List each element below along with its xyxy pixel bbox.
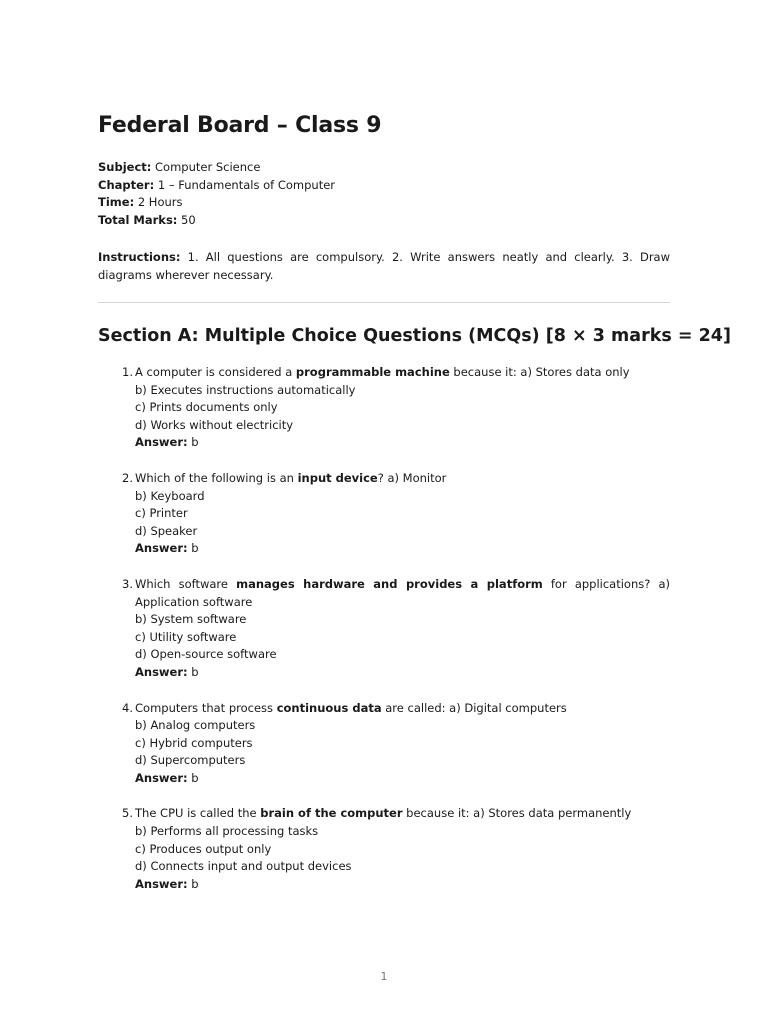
time-row (98, 194, 335, 212)
option-c: c) Printer (135, 506, 188, 521)
time-value: 2 Hours (137, 195, 183, 210)
question-keyword: input device (297, 470, 378, 485)
chapter-value: 1 – Fundamentals of Computer (157, 177, 336, 192)
question-text: Which software (135, 576, 237, 591)
instructions-label: Instructions: (98, 250, 181, 264)
option-d: d) Works without electricity (135, 417, 294, 432)
subject-label: Subject: (98, 160, 152, 174)
answer-line (135, 434, 670, 452)
question-text: because it: a) Stores data only (449, 365, 630, 379)
option-b: b) Analog computers (135, 718, 256, 733)
option-d: d) Connects input and output devices (135, 859, 352, 874)
question-number: 4. (122, 700, 133, 715)
option-b: b) Executes instructions automatically (135, 382, 356, 397)
section-a-title: Section A: Multiple Choice Questions (MCQs) [8 × 3 marks = 24] (98, 326, 731, 346)
answer-line (135, 540, 670, 558)
instructions-text: 1. All questions are compulsory. 2. Write answers neatly and clearly. 3. Draw diagrams wherever necessary. (98, 250, 671, 282)
chapter-label: Chapter: (98, 177, 155, 192)
answer-line (135, 664, 670, 682)
question-text: Which of the following is an (135, 470, 298, 485)
question-item (98, 805, 670, 893)
chapter-row (98, 177, 335, 195)
question-number: 1. (122, 365, 133, 379)
answer-label: Answer: (135, 876, 188, 891)
answer-value: b (191, 435, 199, 450)
question-stem (135, 805, 670, 823)
option-d: d) Speaker (135, 523, 198, 538)
question-number: 2. (122, 470, 133, 485)
question-number: 3. (122, 576, 133, 591)
answer-label: Answer: (135, 541, 188, 556)
option-d: d) Open-source software (135, 647, 277, 662)
question-keyword: manages hardware and provides a platform (236, 576, 543, 591)
question-text: because it: a) Stores data permanently (402, 806, 632, 821)
question-stem (135, 576, 670, 611)
answer-label: Answer: (135, 664, 188, 679)
time-label: Time: (98, 195, 135, 210)
question-text: Computers that process (135, 700, 277, 715)
total-marks-row (98, 212, 335, 230)
answer-line (135, 770, 670, 788)
question-keyword: continuous data (276, 700, 382, 715)
question-item (98, 700, 670, 788)
section-divider (98, 302, 670, 303)
option-c: c) Produces output only (135, 841, 272, 856)
question-stem (135, 700, 670, 718)
question-item (98, 470, 670, 558)
subject-row (98, 159, 335, 177)
exam-details (98, 159, 335, 229)
option-d: d) Supercomputers (135, 753, 246, 768)
answer-value: b (191, 664, 199, 679)
option-c: c) Utility software (135, 629, 237, 644)
question-stem (135, 364, 670, 382)
total-marks-value: 50 (181, 212, 196, 227)
document-title: Federal Board – Class 9 (98, 113, 382, 138)
option-b: b) System software (135, 612, 247, 627)
answer-value: b (191, 541, 199, 556)
question-text: are called: a) Digital computers (381, 700, 567, 715)
question-text: ? a) Monitor (377, 470, 447, 485)
answer-value: b (191, 876, 199, 891)
option-c: c) Prints documents only (135, 400, 278, 415)
question-text: A computer is considered a (135, 365, 296, 379)
total-marks-label: Total Marks: (98, 212, 178, 227)
page-number: 1 (380, 970, 388, 983)
option-b: b) Performs all processing tasks (135, 824, 319, 839)
question-text: for applications? a) Application software (135, 576, 671, 609)
question-item (98, 576, 670, 682)
question-keyword: programmable machine (295, 365, 450, 379)
question-item (98, 364, 670, 452)
question-text: The CPU is called the (135, 806, 261, 821)
question-keyword: brain of the computer (260, 806, 403, 821)
answer-line (135, 876, 670, 894)
instructions (98, 248, 670, 284)
answer-label: Answer: (135, 770, 188, 785)
question-number: 5. (122, 806, 133, 821)
option-c: c) Hybrid computers (135, 735, 253, 750)
subject-value: Computer Science (155, 160, 261, 174)
question-list (98, 364, 670, 911)
option-b: b) Keyboard (135, 488, 205, 503)
question-stem (135, 470, 670, 488)
answer-label: Answer: (135, 435, 188, 450)
answer-value: b (191, 770, 199, 785)
